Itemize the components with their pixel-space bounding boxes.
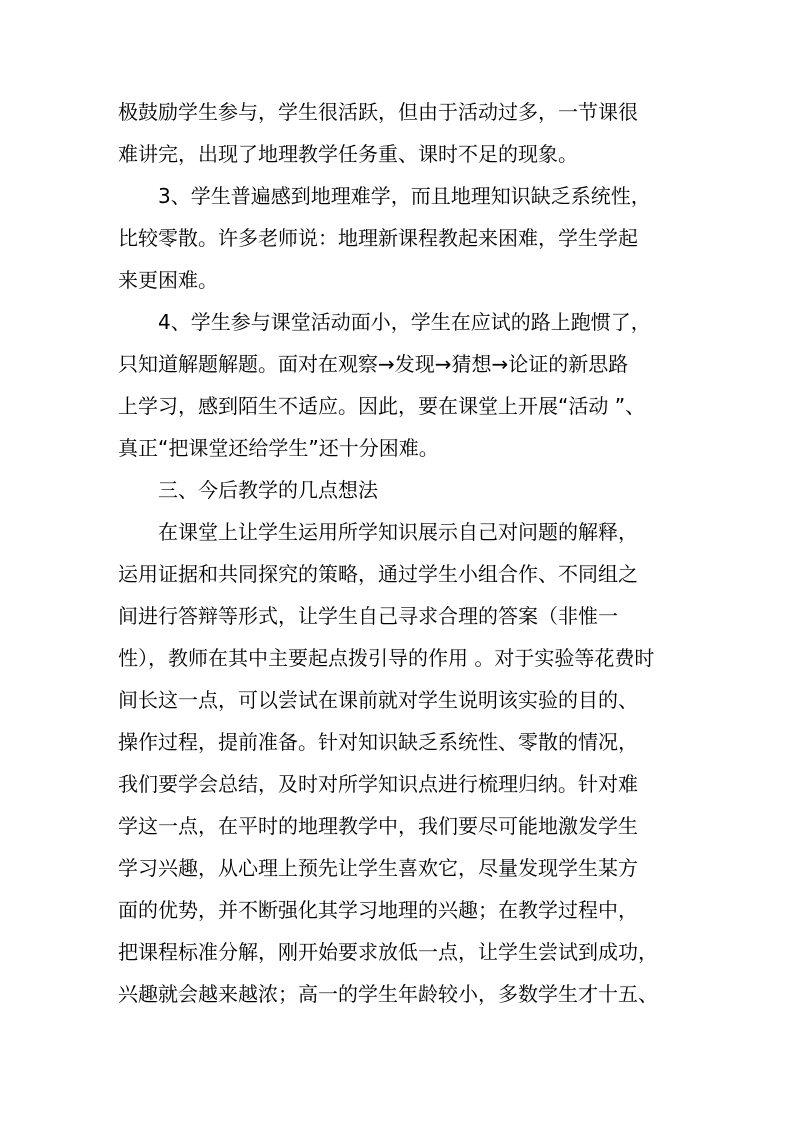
text-line: 学习兴趣，从心理上预先让学生喜欢它，尽量发现学生某方: [118, 856, 638, 880]
text-line: 比较零散。许多老师说：地理新课程教起来困难，学生学起: [118, 226, 638, 250]
text-line: 真正“把课堂还给学生”还十分困难。: [118, 436, 439, 460]
text-line: 来更困难。: [118, 268, 218, 292]
text-line: 操作过程，提前准备。针对知识缺乏系统性、零散的情况，: [118, 730, 638, 754]
text-line: 极鼓励学生参与，学生很活跃，但由于活动过多，一节课很: [118, 100, 638, 124]
text-line: 只知道解题解题。面对在观察→发现→猜想→论证的新思路: [118, 352, 629, 376]
text-line: 性），教师在其中主要起点拨引导的作用 。对于实验等花费时: [118, 646, 655, 670]
text-line: 难讲完，出现了地理教学任务重、课时不足的现象。: [118, 142, 578, 166]
text-line: 运用证据和共同探究的策略，通过学生小组合作、不同组之: [118, 562, 638, 586]
paragraph-start: 在课堂上让学生运用所学知识展示自己对问题的解释，: [158, 520, 638, 544]
text-line: 学这一点，在平时的地理教学中，我们要尽可能地激发学生: [118, 814, 638, 838]
text-line: 我们要学会总结，及时对所学知识点进行梳理归纳。针对难: [118, 772, 638, 796]
text-line: 把课程标准分解，刚开始要求放低一点，让学生尝试到成功，: [118, 940, 658, 964]
paragraph-item-4: 4、学生参与课堂活动面小，学生在应试的路上跑惯了，: [158, 310, 651, 334]
text-line: 间长这一点，可以尝试在课前就对学生说明该实验的目的、: [118, 688, 638, 712]
text-line: 面的优势，并不断强化其学习地理的兴趣；在教学过程中，: [118, 898, 638, 922]
text-line: 上学习，感到陌生不适应。因此，要在课堂上开展“活动 ”、: [118, 394, 646, 418]
section-heading: 三、今后教学的几点想法: [158, 478, 378, 502]
text-line: 间进行答辩等形式，让学生自己寻求合理的答案（非惟一: [118, 604, 618, 628]
text-line: 兴趣就会越来越浓；高一的学生年龄较小，多数学生才十五、: [118, 982, 658, 1006]
paragraph-item-3: 3、学生普遍感到地理难学，而且地理知识缺乏系统性，: [158, 184, 651, 208]
